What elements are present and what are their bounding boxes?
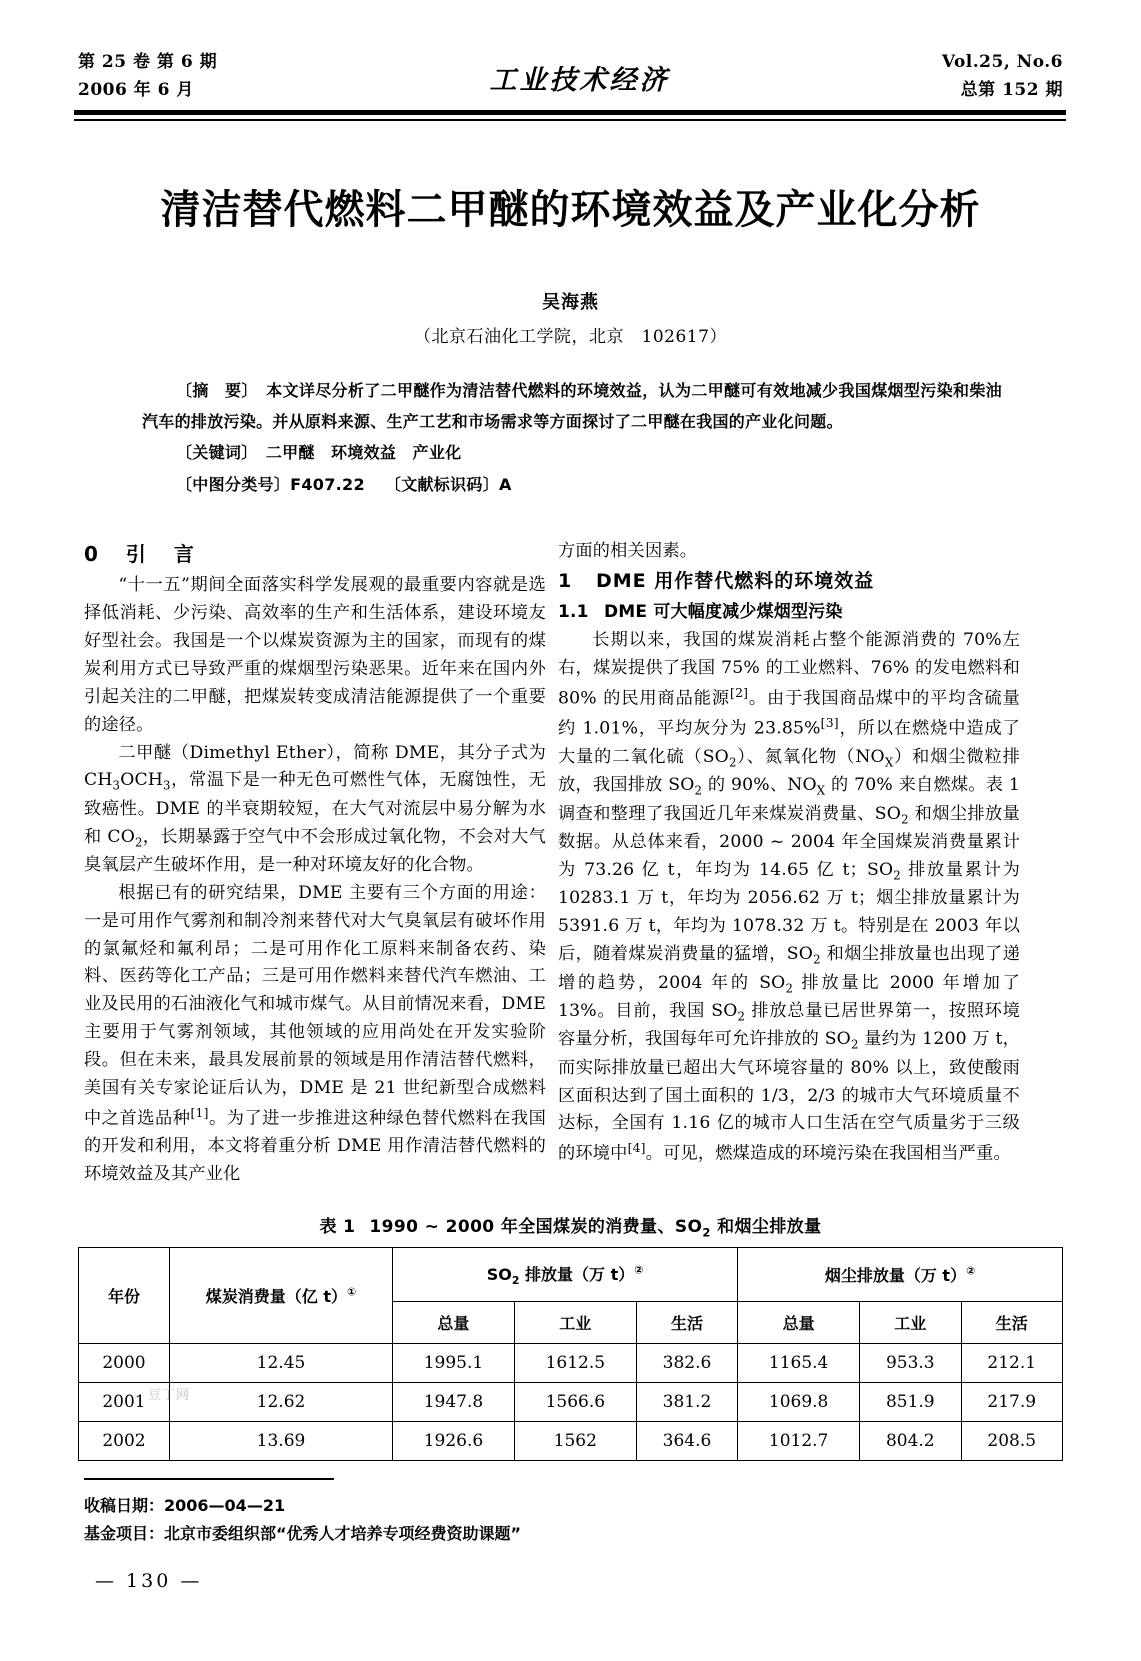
clc-label: 〔中图分类号〕 [176,474,291,494]
page-number: — 130 — [95,1570,203,1592]
r1-seg-m: 量约为 1200 万 t，而实际排放量已超出大气环境容量的 80% 以上，致使酸雨区面积达到了国土面积的 1/3，2/3 的城市大气环境质量不达标，全国有 1.16 亿的城市人口生活在空气质量劣于三级的环境中 [558,1029,1020,1165]
r1-sub-7: 2 [813,952,821,967]
right-paragraph-1 [558,627,1020,1169]
p2-seg-b: OCH [120,770,164,791]
reference-marker-4: [4] [627,1141,646,1156]
cell-year: 2000 [79,1344,170,1383]
cell-so2-industry: 1612.5 [514,1344,636,1383]
reference-marker-3: [3] [820,716,839,731]
section-1-1-heading [558,599,1020,627]
section-1-heading [558,566,1020,597]
r1-sub-6: 2 [893,868,901,883]
running-head-left [78,48,217,104]
table-caption-number: 表 1 [319,1217,356,1237]
p2-seg-d: ，长期暴露于空气中不会形成过氧化物，不会对大气臭氧层产生破坏作用，是一种对环境友好的化合物。 [84,826,546,876]
header-dust-living: 生活 [961,1302,1063,1344]
fund-line [84,1520,684,1548]
p3-seg-b: 。为了进一步推进这种绿色替代燃料在我国的开发和利用，本文将着重分析 DME 用作清洁替代燃料的环境效益及其产业化 [84,1108,546,1185]
r1-sub-8: 2 [785,981,794,996]
cell-dust-living: 217.9 [961,1383,1063,1422]
doccode-label: 〔文献标识码〕 [384,474,499,494]
header-so2-total: 总量 [393,1302,515,1344]
header-so2-group [393,1248,738,1302]
table-caption-a: 1990 ~ 2000 年全国煤炭的消费量、SO [369,1217,703,1237]
journal-name: 工业技术经济 [489,65,670,96]
header-coal-text: 煤炭消费量（亿 t） [205,1287,347,1307]
article-author: 吴海燕 [542,292,599,313]
emissions-table [78,1247,1063,1461]
r1-sub-4: X [816,783,826,798]
cell-so2-living: 381.2 [636,1383,737,1422]
left-paragraph-1: “十一五”期间全面落实科学发展观的最重要内容就是选择低消耗、少污染、高效率的生产和生活体系，建设环境友好型社会。我国是一个以煤炭资源为主的国家，而现有的煤炭利用方式已导致严重的煤烟型污染恶果。近年来在国内外引起关注的二甲醚，把煤炭转变成清洁能源提供了一个重要的途径。 [84,575,546,735]
footnote-rule [84,1478,334,1480]
p2-sub-1: 3 [112,778,121,793]
cell-so2-industry: 1562 [514,1422,636,1461]
classification-line [142,469,1002,500]
left-paragraph-2 [84,740,546,880]
p2-sub-2: 3 [163,778,171,793]
table-head [79,1248,1063,1344]
r1-seg-c: ，所以在燃烧中造成了大量的二氧化硫（SO [558,719,1020,768]
volume-issue: 第 25 卷 第 6 期 [78,52,218,72]
cell-so2-industry: 1566.6 [514,1383,636,1422]
fund-text: 北京市委组织部“优秀人才培养专项经费资助课题” [164,1524,522,1543]
doccode-value: A [499,474,512,494]
header-dust-industry: 工业 [860,1302,961,1344]
header-so2-b: 排放量（万 t） [519,1265,635,1284]
reference-marker-1: [1] [190,1105,209,1120]
header-dust-group [738,1248,1063,1302]
cell-coal: 12.45 [170,1344,393,1383]
r1-sub-2: X [884,755,894,770]
section-1-number: 1 [558,569,573,592]
cell-dust-total: 1012.7 [738,1422,860,1461]
section-0-heading: 0 引 言 [84,542,198,566]
header-so2-a: SO [486,1265,512,1284]
header-rule-thin [74,119,1066,121]
cell-year: 2002 [79,1422,170,1461]
r1-seg-g: 的 70% 来自燃煤。表 1 调查和整理了我国近几年来煤炭消费量、SO [558,775,1021,824]
left-paragraph-3 [84,880,546,1189]
r1-seg-f: 的 90%、NO [702,775,817,796]
keywords-text: 二甲醚 环境效益 产业化 [265,443,462,463]
fund-label: 基金项目： [84,1524,165,1543]
abstract-block [142,375,1002,500]
received-date-line [84,1492,684,1520]
header-coal-footnote: ① [347,1285,357,1299]
cell-coal: 12.62 [170,1383,393,1422]
p2-seg-a: 二甲醚（Dimethyl Ether），简称 DME，其分子式为CH [84,742,546,791]
cell-so2-total: 1926.6 [393,1422,515,1461]
r1-seg-h: 和烟尘排放量数据。从总体来看，2000 ~ 2004 年全国煤炭消费量累计为 73.26 亿 t，年均为 14.65 亿 t；SO [558,803,1020,881]
right-column [558,538,1020,1169]
clc-value: F407.22 [290,474,365,494]
r1-sub-1: 2 [728,755,737,770]
cell-dust-living: 208.5 [961,1422,1063,1461]
r1-seg-j: 和烟尘排放量也出现了递增的趋势，2004 年的 SO [558,944,1020,993]
header-so2-footnote: ② [634,1263,644,1277]
section-1-1-number: 1.1 [558,601,589,622]
cell-so2-total: 1947.8 [393,1383,515,1422]
cell-coal: 13.69 [170,1422,393,1461]
table-row [79,1422,1063,1461]
abstract-paragraph [142,375,1002,437]
p2-sub-3: 2 [135,835,143,850]
header-coal-consumption [170,1248,393,1344]
cell-year: 2001 [79,1383,170,1422]
cell-dust-total: 1165.4 [738,1344,860,1383]
r1-seg-e: ）和烟尘微粒排放，我国排放 SO [558,747,1020,796]
keywords-label: 〔关键词〕 [176,443,250,463]
r1-seg-n: 。可见，燃煤造成的环境污染在我国相当严重。 [645,1144,1011,1165]
header-year: 年份 [79,1248,170,1344]
r1-sub-9: 2 [737,1009,746,1024]
issue-date: 2006 年 6 月 [78,80,194,101]
header-so2-living: 生活 [636,1302,737,1344]
table-caption [0,1212,1141,1239]
received-label: 收稿日期： [84,1496,165,1515]
r1-sub-10: 2 [850,1037,859,1052]
table-row [79,1383,1063,1422]
table-caption-sub: 2 [702,1225,711,1240]
header-dust-footnote: ② [966,1264,976,1278]
received-date: 2006—04—21 [164,1496,286,1515]
running-head-right [942,48,1063,104]
r1-sub-3: 2 [694,783,703,798]
header-rule-thick [74,110,1066,115]
watermark: 豆丁网 [148,1388,191,1403]
cell-dust-industry: 851.9 [860,1383,961,1422]
keywords-line [142,437,1002,468]
header-dust-a: 烟尘排放量（万 t） [824,1266,967,1286]
r1-seg-i: 排放量累计为 10283.1 万 t，年均为 2056.62 万 t；烟尘排放量累计为 5391.6 万 t，年均为 1078.32 万 t。特别是在 2003 年以后，随着煤炭消费量的猛增，SO [558,860,1020,965]
reference-marker-2: [2] [730,685,749,700]
cell-dust-total: 1069.8 [738,1383,860,1422]
r1-seg-d: ）、氮氧化物（NO [736,747,885,768]
article-title: 清洁替代燃料二甲醚的环境效益及产业化分析 [160,186,981,233]
cell-so2-living: 382.6 [636,1344,737,1383]
footnote-block [84,1492,684,1548]
abstract-text: 本文详尽分析了二甲醚作为清洁替代燃料的环境效益，认为二甲醚可有效地减少我国煤烟型污染和柴油汽车的排放污染。并从原料来源、生产工艺和市场需求等方面探讨了二甲醚在我国的产业化问题。 [142,381,1002,432]
section-1-title: DME 用作替代燃料的环境效益 [596,569,875,592]
author-affiliation: （北京石油化工学院，北京 102617） [414,327,727,347]
cell-so2-total: 1995.1 [393,1344,515,1383]
section-1-1-title: DME 可大幅度减少煤烟型污染 [604,601,843,622]
running-head [78,48,1063,104]
table-header-row-1 [79,1248,1063,1302]
cell-dust-industry: 804.2 [860,1422,961,1461]
volume-issue-en: Vol.25, No.6 [941,52,1063,72]
p2-seg-c: ，常温下是一种无色可燃性气体，无腐蚀性，无致癌性。DME 的半衰期较短，在大气对流层中易分解为水和 CO [84,770,546,847]
header-dust-total: 总量 [738,1302,860,1344]
cell-dust-industry: 953.3 [860,1344,961,1383]
cell-so2-living: 364.6 [636,1422,737,1461]
left-column [84,538,546,1189]
r1-seg-l: 排放总量已居世界第一，按照环境容量分析，我国每年可允许排放的 SO [558,1000,1020,1050]
header-so2-sub: 2 [511,1274,520,1288]
cell-dust-living: 212.1 [961,1344,1063,1383]
p3-seg-a: 根据已有的研究结果，DME 主要有三个方面的用途：一是可用作气雾剂和制冷剂来替代对大气臭氧层有破坏作用的氯氟烃和氟利昂；二是可用作化工原料来制备农药、染料、医药等化工产品；三是可用作燃料来替代汽车燃油、工业及民用的石油液化气和城市煤气。从目前情况来看，DME 主要用于气雾剂领域，其他领域的应用尚处在开发实验阶段。但在未来，最具发展前景的领域是用作清洁替代燃料，美国有关专家论证后认为，DME 是 21 世纪新型合成燃料中之首选品种 [84,882,546,1129]
serial-number: 总第 152 期 [960,80,1063,101]
abstract-label: 〔摘 要〕 [176,381,250,400]
r1-seg-k: 排放量比 2000 年增加了 13%。目前，我国 SO [558,972,1020,1021]
right-carryover-text: 方面的相关因素。 [558,541,698,561]
table-body [79,1344,1063,1461]
header-so2-industry: 工业 [514,1302,636,1344]
table-caption-b: 和烟尘排放量 [710,1217,822,1237]
r1-sub-5: 2 [901,812,909,827]
table-row [79,1344,1063,1383]
r1-seg-b: 。由于我国商品煤中的平均含硫量约 1.01%，平均灰分为 23.85% [558,688,1020,740]
r1-seg-a: 长期以来，我国的煤炭消耗占整个能源消费的 70%左右，煤炭提供了我国 75% 的工业燃料、76% 的发电燃料和 80% 的民用商品能源 [558,630,1020,709]
